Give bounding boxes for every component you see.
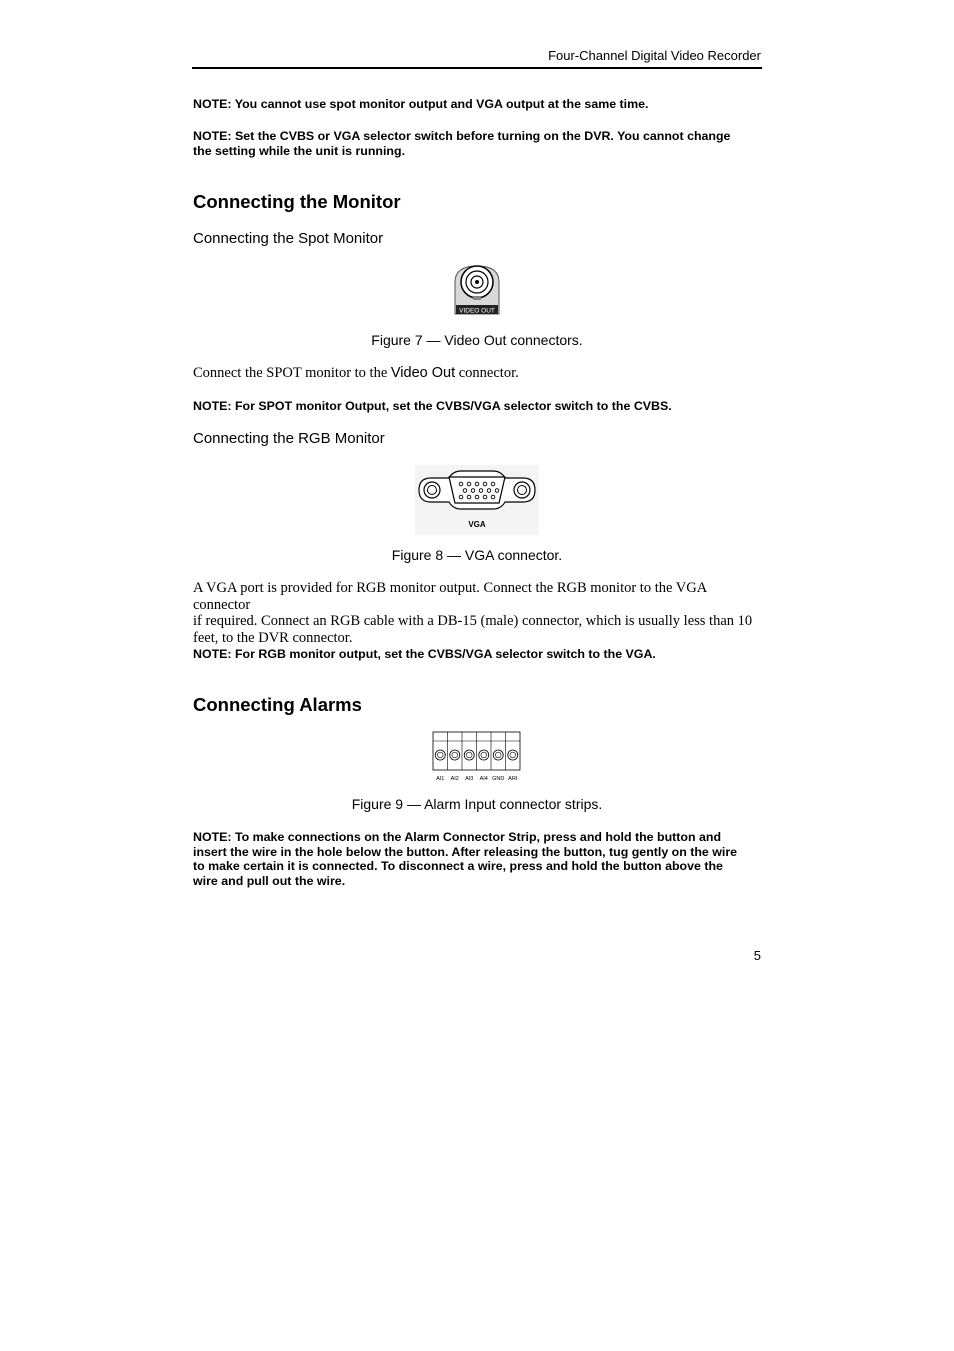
header-rule: [192, 67, 762, 69]
note-line: to make certain it is connected. To disconnect a wire, press and hold the button above the: [193, 859, 723, 873]
terminal-label-ai3: AI3: [465, 776, 474, 782]
subheading-spot-monitor: Connecting the Spot Monitor: [193, 230, 384, 247]
vga-label: VGA: [468, 520, 486, 529]
note-line: wire and pull out the wire.: [193, 873, 346, 888]
paragraph-line: feet, to the DVR connector.: [193, 629, 353, 646]
alarm-connector-strip-figure: [431, 731, 523, 785]
note-line: NOTE: To make connections on the Alarm Connector Strip, press and hold the button and: [193, 830, 722, 844]
note-line: the setting while the unit is running.: [193, 143, 406, 158]
figure-9-caption: Figure 9 — Alarm Input connector strips.: [351, 796, 603, 812]
page-number: 5: [753, 948, 761, 963]
video-out-connector-figure: [451, 262, 503, 318]
paragraph-line: A VGA port is provided for RGB monitor output. Connect the RGB monitor to the VGA connector: [193, 580, 707, 613]
running-header: Four-Channel Digital Video Recorder: [548, 48, 761, 63]
note-line: NOTE: Set the CVBS or VGA selector switch before turning on the DVR. You cannot change: [193, 129, 731, 143]
text-run: connector.: [455, 365, 519, 381]
note-spot-vga: NOTE: You cannot use spot monitor output and VGA output at the same time.: [193, 97, 649, 111]
terminal-label-ari: ARI: [508, 776, 518, 782]
note-selector-switch: [193, 129, 763, 158]
terminal-label-ai4: AI4: [479, 776, 488, 782]
note-spot-cvbs: NOTE: For SPOT monitor Output, set the CVBS/VGA selector switch to the CVBS.: [193, 399, 672, 413]
spot-connect-text: [193, 365, 763, 382]
vga-screw-right: [514, 482, 530, 498]
paragraph-line: if required. Connect an RGB cable with a DB-15 (male) connector, which is usually less than 10: [193, 613, 753, 629]
vga-paragraph: [193, 580, 763, 646]
video-out-term: Video Out: [390, 365, 456, 381]
alarm-terminals: [433, 732, 520, 782]
figure-8-caption: Figure 8 — VGA connector.: [391, 547, 563, 563]
terminal-label-ai1: AI1: [436, 776, 445, 782]
note-alarm-strip: [193, 830, 763, 888]
section-heading-alarms: Connecting Alarms: [193, 694, 362, 715]
figure-7-caption: Figure 7 — Video Out connectors.: [371, 332, 583, 348]
terminal-label-ai2: AI2: [450, 776, 459, 782]
bnc-center-pin: [475, 280, 479, 284]
bnc-tab: [473, 296, 481, 300]
terminal-label-gnd: GND: [492, 776, 505, 782]
note-rgb-vga: NOTE: For RGB monitor output, set the CVBS/VGA selector switch to the VGA.: [193, 647, 656, 661]
vga-screw-left: [424, 482, 440, 498]
section-heading-monitor: Connecting the Monitor: [193, 191, 401, 212]
video-out-label: VIDEO OUT: [459, 307, 495, 315]
text-run: Connect the SPOT monitor to the: [193, 365, 391, 381]
vga-connector-figure: [415, 465, 539, 535]
note-line: insert the wire in the hole below the button. After releasing the button, tug gently on the wire: [193, 844, 738, 859]
subheading-rgb-monitor: Connecting the RGB Monitor: [193, 430, 385, 447]
